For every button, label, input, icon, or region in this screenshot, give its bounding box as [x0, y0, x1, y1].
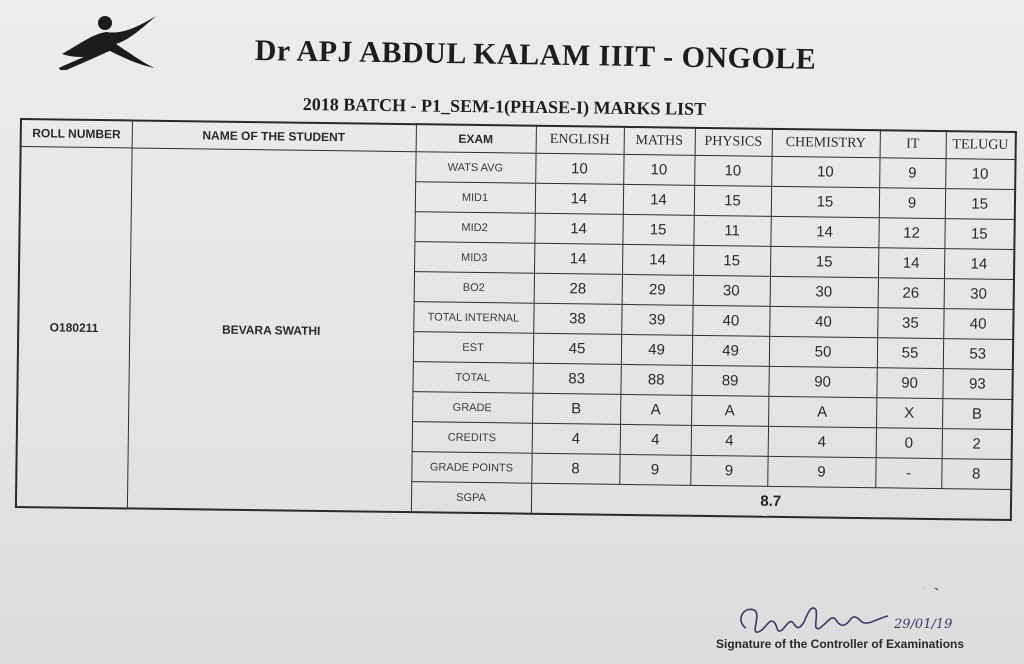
exam-label: TOTAL [412, 362, 532, 394]
exam-label: MID1 [415, 182, 535, 214]
mark-cell: 14 [770, 216, 878, 247]
mark-cell: 12 [878, 218, 944, 249]
credits-cell: 2 [942, 429, 1012, 460]
mark-cell: 15 [622, 214, 693, 245]
mark-cell: 26 [878, 278, 944, 309]
col-subject-physics: PHYSICS [695, 128, 772, 157]
mark-cell: 30 [944, 279, 1014, 310]
mark-cell: 90 [876, 368, 942, 399]
mark-cell: 10 [535, 153, 623, 184]
col-subject-telugu: TELUGU [946, 131, 1016, 159]
credits-cell: 4 [532, 423, 620, 454]
grade-cell: A [768, 396, 876, 427]
mark-cell: 53 [943, 339, 1013, 370]
mark-cell: 15 [944, 219, 1014, 250]
credits-cell: 0 [876, 428, 942, 459]
mark-cell: 10 [771, 156, 879, 187]
mark-cell: 14 [534, 213, 622, 244]
mark-cell: 10 [694, 155, 771, 186]
col-roll-number: ROLL NUMBER [21, 119, 132, 148]
mark-cell: 15 [693, 245, 770, 276]
mark-cell: 49 [692, 335, 769, 366]
mark-cell: 90 [768, 366, 876, 397]
col-subject-maths: MATHS [624, 127, 695, 155]
sgpa-label: SGPA [411, 482, 531, 514]
marks-table [15, 118, 1017, 521]
exam-label: CREDITS [412, 422, 532, 454]
marks-table-wrapper [15, 118, 1017, 521]
grade-cell: A [620, 394, 691, 425]
credits-cell: 4 [691, 425, 768, 456]
col-student-name: NAME OF THE STUDENT [132, 120, 416, 151]
exam-label: MID2 [414, 212, 534, 244]
col-exam: EXAM [416, 124, 536, 153]
mark-cell: 30 [770, 276, 878, 307]
grade-points-cell: 8 [941, 459, 1011, 490]
mark-cell: 93 [942, 369, 1012, 400]
mark-cell: 14 [878, 248, 944, 279]
col-subject-english: ENGLISH [536, 126, 624, 155]
mark-cell: 15 [694, 185, 771, 216]
mark-cell: 29 [622, 274, 693, 305]
grade-points-cell: 9 [619, 454, 690, 485]
mark-cell: 15 [770, 246, 878, 277]
col-subject-chemistry: CHEMISTRY [772, 129, 880, 158]
credits-cell: 4 [768, 426, 876, 457]
col-subject-it: IT [880, 130, 946, 158]
mark-cell: 38 [533, 303, 621, 334]
iiit-logo-icon [58, 12, 158, 70]
roll-number-cell: O180211 [16, 147, 132, 509]
mark-cell: 15 [771, 186, 879, 217]
exam-label: WATS AVG [415, 152, 535, 184]
signature-caption: Signature of the Controller of Examinations [716, 637, 965, 651]
grade-cell: B [532, 393, 620, 424]
mark-cell: 49 [621, 334, 692, 365]
mark-cell: 14 [534, 243, 622, 274]
mark-cell: 11 [693, 215, 770, 246]
mark-cell: 50 [769, 336, 877, 367]
signature-date: 29/01/19 [894, 617, 953, 632]
mark-cell: 40 [769, 306, 877, 337]
exam-label: TOTAL INTERNAL [413, 302, 533, 334]
exam-label: GRADE [412, 392, 532, 424]
credits-cell: 4 [620, 424, 691, 455]
mark-cell: 14 [622, 244, 693, 275]
mark-cell: 15 [945, 189, 1015, 220]
mark-cell: 40 [692, 305, 769, 336]
grade-points-cell: 9 [767, 456, 875, 487]
marks-list-subtitle: 2018 BATCH - P1_SEM-1(PHASE-I) MARKS LIST [302, 94, 707, 119]
mark-cell: 14 [944, 249, 1014, 280]
exam-label: EST [413, 332, 533, 364]
student-name-cell: BEVARA SWATHI [127, 148, 416, 512]
grade-points-cell: 8 [531, 453, 619, 484]
grade-cell: A [691, 395, 768, 426]
mark-cell: 40 [943, 309, 1013, 340]
mark-cell: 88 [620, 364, 691, 395]
sgpa-value: 8.7 [531, 483, 1011, 520]
mark-cell: 83 [532, 363, 620, 394]
mark-cell: 28 [534, 273, 622, 304]
mark-cell: 10 [945, 159, 1015, 190]
exam-label: MID3 [414, 242, 534, 274]
mark-cell: 14 [535, 183, 623, 214]
mark-cell: 10 [623, 154, 694, 185]
mark-cell: 30 [693, 275, 770, 306]
grade-cell: X [876, 398, 942, 429]
mark-cell: 55 [877, 338, 943, 369]
mark-cell: 9 [879, 158, 945, 189]
mark-cell: 9 [879, 188, 945, 219]
exam-label: BO2 [414, 272, 534, 304]
mark-cell: 35 [877, 308, 943, 339]
exam-label: GRADE POINTS [411, 452, 531, 484]
mark-cell: 39 [621, 304, 692, 335]
mark-cell: 89 [691, 365, 768, 396]
mark-cell: 45 [533, 333, 621, 364]
grade-points-cell: - [875, 458, 941, 489]
grade-cell: B [942, 399, 1012, 430]
mark-cell: 14 [623, 184, 694, 215]
grade-points-cell: 9 [690, 455, 767, 486]
institution-title: Dr APJ ABDUL KALAM IIIT - ONGOLE [254, 34, 817, 76]
